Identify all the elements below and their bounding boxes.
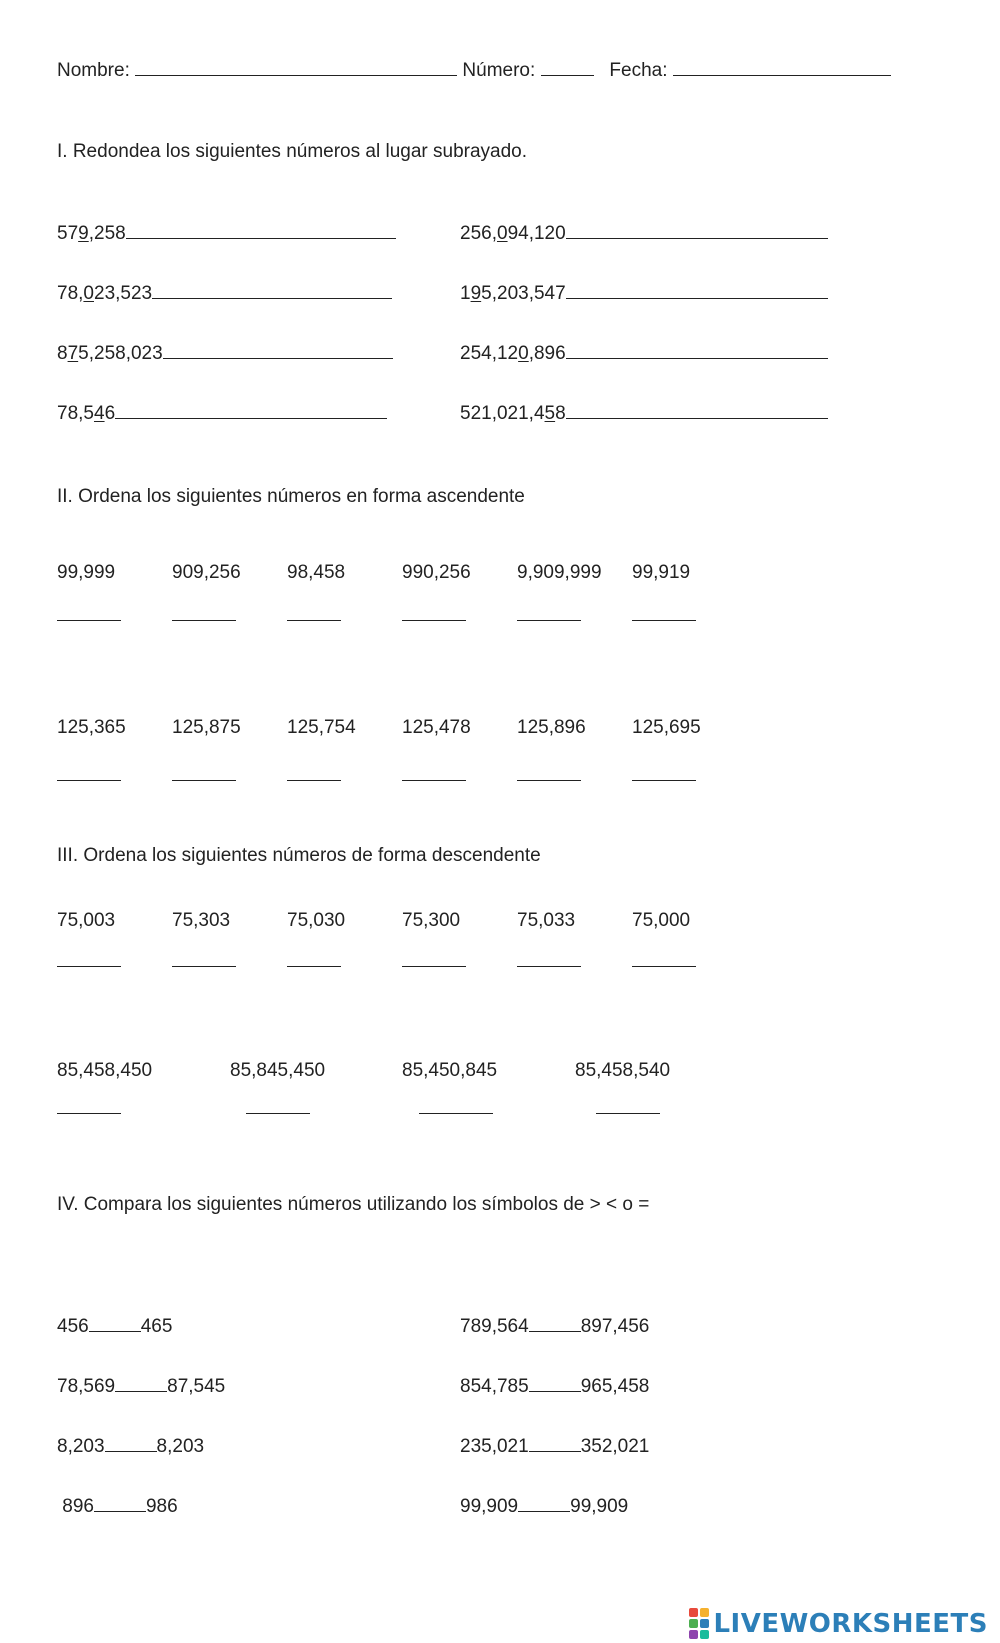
brand-name: LIVEWORKSHEETS <box>713 1608 988 1639</box>
fecha-blank[interactable] <box>673 58 891 76</box>
answer-blank[interactable] <box>566 341 828 359</box>
number-item: 99,919 <box>632 562 691 583</box>
logo-mark-icon <box>689 1608 709 1639</box>
number-item: 9,909,999 <box>517 562 602 583</box>
answer-blank[interactable] <box>419 1113 493 1114</box>
section3-title: III. Ordena los siguientes números de forma descendente <box>57 845 541 866</box>
answer-blank[interactable] <box>402 780 466 781</box>
answer-blank[interactable] <box>115 401 387 419</box>
compare-item: 8,203 8,203 <box>57 1436 205 1457</box>
compare-blank[interactable] <box>94 1494 146 1512</box>
round-item: 78,023,523 <box>57 281 392 305</box>
compare-blank[interactable] <box>529 1374 581 1392</box>
number-item: 125,896 <box>517 717 586 738</box>
number-item: 75,000 <box>632 910 691 931</box>
round-item: 579,258 <box>57 221 396 245</box>
answer-blank[interactable] <box>172 780 236 781</box>
answer-blank[interactable] <box>596 1113 660 1114</box>
section1-title: I. Redondea los siguientes números al lugar subrayado. <box>57 141 528 162</box>
number-item: 99,999 <box>57 562 116 583</box>
nombre-blank[interactable] <box>135 58 457 76</box>
answer-blank[interactable] <box>246 1113 310 1114</box>
answer-blank[interactable] <box>57 966 121 967</box>
compare-item: 896 986 <box>57 1496 178 1517</box>
answer-blank[interactable] <box>632 780 696 781</box>
answer-blank[interactable] <box>57 620 121 621</box>
answer-blank[interactable] <box>57 780 121 781</box>
answer-blank[interactable] <box>566 281 828 299</box>
answer-blank[interactable] <box>57 1113 121 1114</box>
number-item: 125,754 <box>287 717 356 738</box>
compare-blank[interactable] <box>529 1434 581 1452</box>
compare-item: 456 465 <box>57 1316 173 1337</box>
compare-item: 854,785 965,458 <box>460 1376 650 1397</box>
number-item: 75,033 <box>517 910 576 931</box>
name-field <box>57 58 891 82</box>
compare-item: 235,021 352,021 <box>460 1436 650 1457</box>
answer-blank[interactable] <box>126 221 396 239</box>
answer-blank[interactable] <box>402 620 466 621</box>
number-item: 85,845,450 <box>230 1060 326 1081</box>
round-item: 875,258,023 <box>57 341 393 365</box>
numero-label: Número: <box>462 60 536 81</box>
compare-blank[interactable] <box>89 1314 141 1332</box>
fecha-label: Fecha: <box>609 60 668 81</box>
compare-blank[interactable] <box>529 1314 581 1332</box>
answer-blank[interactable] <box>152 281 392 299</box>
number-item: 125,875 <box>172 717 241 738</box>
answer-blank[interactable] <box>402 966 466 967</box>
answer-blank[interactable] <box>632 966 696 967</box>
number-item: 125,695 <box>632 717 701 738</box>
answer-blank[interactable] <box>287 966 341 967</box>
number-item: 85,450,845 <box>402 1060 498 1081</box>
round-item: 78,546 <box>57 401 387 425</box>
number-item: 909,256 <box>172 562 241 583</box>
round-item: 521,021,458 <box>460 401 828 425</box>
section4-title: IV. Compara los siguientes números utilizando los símbolos de > < o = <box>57 1194 650 1215</box>
number-item: 75,003 <box>57 910 116 931</box>
number-item: 125,478 <box>402 717 471 738</box>
answer-blank[interactable] <box>172 620 236 621</box>
compare-item: 78,569 87,545 <box>57 1376 226 1397</box>
number-item: 75,300 <box>402 910 461 931</box>
number-item: 75,030 <box>287 910 346 931</box>
answer-blank[interactable] <box>566 401 828 419</box>
round-item: 256,094,120 <box>460 221 828 245</box>
answer-blank[interactable] <box>287 780 341 781</box>
compare-blank[interactable] <box>105 1434 157 1452</box>
answer-blank[interactable] <box>566 221 828 239</box>
compare-blank[interactable] <box>518 1494 570 1512</box>
number-item: 990,256 <box>402 562 471 583</box>
liveworksheets-logo <box>689 1608 988 1639</box>
section2-title: II. Ordena los siguientes números en forma ascendente <box>57 486 525 507</box>
number-item: 125,365 <box>57 717 126 738</box>
round-item: 254,120,896 <box>460 341 828 365</box>
answer-blank[interactable] <box>172 966 236 967</box>
nombre-label: Nombre: <box>57 60 130 81</box>
answer-blank[interactable] <box>517 780 581 781</box>
compare-item: 789,564 897,456 <box>460 1316 650 1337</box>
number-item: 98,458 <box>287 562 346 583</box>
number-item: 85,458,450 <box>57 1060 153 1081</box>
round-item: 195,203,547 <box>460 281 828 305</box>
answer-blank[interactable] <box>163 341 393 359</box>
number-item: 75,303 <box>172 910 231 931</box>
answer-blank[interactable] <box>517 966 581 967</box>
compare-blank[interactable] <box>115 1374 167 1392</box>
numero-blank[interactable] <box>541 58 594 76</box>
answer-blank[interactable] <box>287 620 341 621</box>
compare-item: 99,909 99,909 <box>460 1496 629 1517</box>
number-item: 85,458,540 <box>575 1060 671 1081</box>
answer-blank[interactable] <box>517 620 581 621</box>
answer-blank[interactable] <box>632 620 696 621</box>
